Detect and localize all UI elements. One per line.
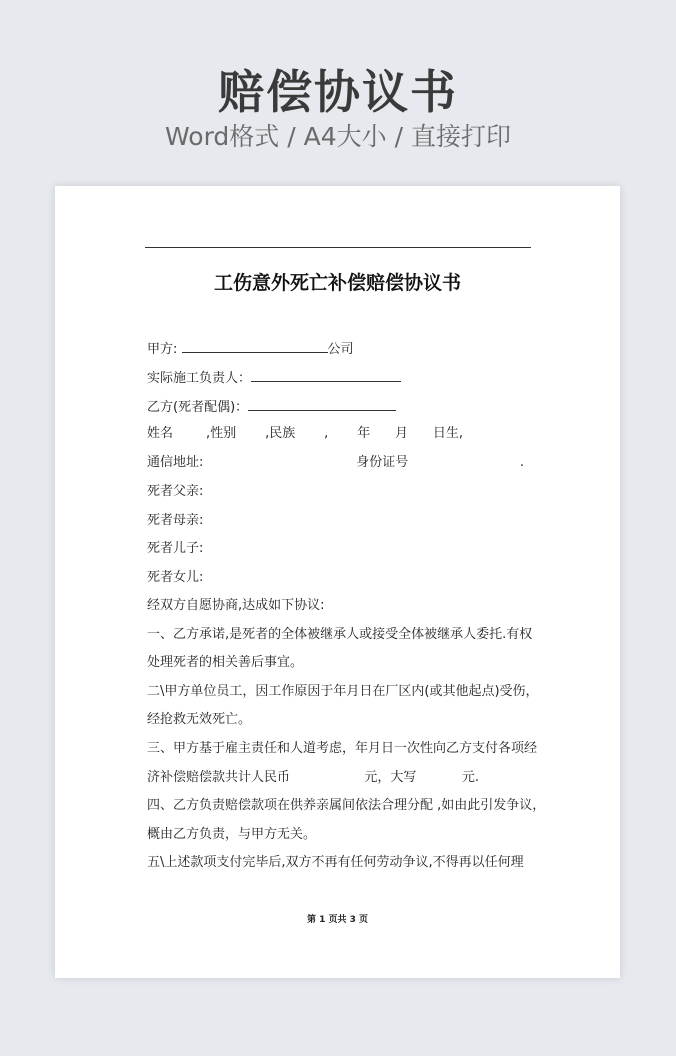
party-b-line	[147, 396, 396, 418]
clause-5-line-1: 五\上述款项支付完毕后,双方不再有任何劳动争议,不得再以任何理	[147, 855, 524, 870]
clause-2-line-2: 经抢救无效死亡。	[147, 712, 252, 727]
clause-3-line-2: 济补偿赔偿款共计人民币 元，大写 元.	[147, 770, 479, 785]
party-a-suffix: 公司	[327, 342, 354, 357]
page-number: 第 1 页共 3 页	[306, 915, 369, 925]
mother-line: 死者母亲:	[147, 513, 204, 528]
document-title: 工伤意外死亡补偿赔偿协议书	[213, 272, 461, 294]
daughter-line: 死者女儿:	[147, 570, 204, 585]
contractor-line	[147, 367, 401, 389]
banner-title: 赔偿协议书	[218, 65, 458, 119]
son-line: 死者儿子:	[147, 541, 204, 556]
party-a-blank	[182, 338, 328, 353]
document-page	[55, 186, 620, 978]
header-rule	[145, 247, 531, 248]
party-b-label: 乙方(死者配偶)：	[147, 400, 249, 415]
clause-4-line-1: 四、乙方负责赔偿款项在供养亲属间依法合理分配 ,如由此引发争议，	[147, 798, 546, 813]
banner-subtitle: Word格式 / A4大小 / 直接打印	[165, 122, 511, 151]
contractor-blank	[251, 367, 401, 382]
party-a-line	[147, 338, 354, 360]
party-a-label: 甲方:	[147, 342, 182, 357]
party-b-blank	[248, 396, 396, 411]
clause-2-line-1: 二\甲方单位员工，因工作原因于年月日在厂区内(或其他起点)受伤，	[147, 684, 539, 699]
contractor-label: 实际施工负责人：	[147, 371, 252, 386]
clause-4-line-2: 概由乙方负责，与甲方无关。	[147, 827, 317, 842]
clause-3-line-1: 三、甲方基于雇主责任和人道考虑，年月日一次性向乙方支付各项经	[147, 741, 538, 756]
agreement-intro: 经双方自愿协商,达成如下协议:	[147, 598, 325, 613]
father-line: 死者父亲:	[147, 484, 204, 499]
clause-1-line-2: 处理死者的相关善后事宜。	[147, 655, 304, 670]
address-line: 通信地址: 身份证号 .	[147, 455, 524, 470]
identity-line: 姓名 ,性别 ,民族 , 年 月 日生,	[147, 426, 463, 441]
clause-1-line-1: 一、乙方承诺,是死者的全体被继承人或接受全体被继承人委托.有权	[147, 627, 533, 642]
